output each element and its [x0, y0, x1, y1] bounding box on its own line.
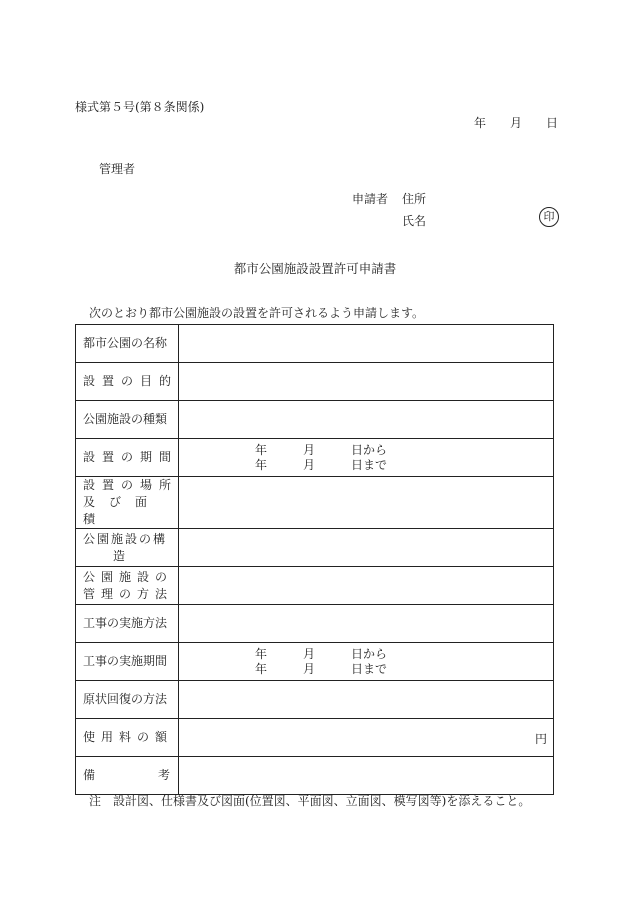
date-day: 日 — [546, 116, 559, 130]
management-field[interactable] — [179, 567, 554, 605]
work-period-month: 月 — [303, 662, 316, 676]
application-table — [75, 324, 554, 795]
table-row — [76, 439, 554, 477]
management-line-2: 管理の方法 — [83, 586, 174, 601]
date-line — [474, 114, 558, 131]
work-period-year: 年 — [255, 647, 268, 661]
table-row — [76, 605, 554, 643]
address-label: 住所 — [402, 192, 427, 206]
period-to-line — [255, 458, 387, 473]
footnote: 注 設計図、仕様書及び図面(位置図、平面図、立面図、模写図等)を添えること。 — [89, 794, 531, 808]
label-period — [76, 439, 179, 477]
date-month: 月 — [510, 116, 523, 130]
table-row — [76, 529, 554, 567]
label-management — [76, 567, 179, 605]
table-row — [76, 401, 554, 439]
recipient-manager: 管理者 — [99, 162, 136, 176]
work-period-year: 年 — [255, 662, 268, 676]
period-text: 設置の期間 — [83, 450, 179, 464]
work-period-to: 日まで — [351, 662, 388, 676]
label-work-period: 工事の実施期間 — [76, 643, 179, 681]
fee-text: 使用料の額 — [83, 730, 174, 744]
period-field[interactable] — [179, 439, 554, 477]
location-line-1: 設置の場所 — [83, 478, 179, 492]
table-row — [76, 643, 554, 681]
label-structure — [76, 529, 179, 567]
applicant-label: 申請者 — [352, 192, 389, 206]
period-to: 日まで — [351, 458, 388, 472]
label-remarks — [76, 757, 179, 795]
table-row — [76, 477, 554, 529]
label-work-method: 工事の実施方法 — [76, 605, 179, 643]
label-purpose — [76, 363, 179, 401]
label-facility-type: 公園施設の種類 — [76, 401, 179, 439]
period-year: 年 — [255, 443, 268, 457]
structure-line-2: 造 — [113, 548, 126, 563]
structure-field[interactable] — [179, 529, 554, 567]
work-period-from: 日から — [351, 647, 388, 661]
purpose-text: 設置の目的 — [83, 374, 179, 388]
table-row — [76, 719, 554, 757]
work-period-from-line — [255, 647, 387, 662]
remarks-field[interactable] — [179, 757, 554, 795]
period-from-line — [255, 443, 387, 458]
work-period-to-line — [255, 662, 387, 677]
period-month: 月 — [303, 443, 316, 457]
document-title: 都市公園施設設置許可申請書 — [233, 261, 397, 276]
purpose-field[interactable] — [179, 363, 554, 401]
date-year: 年 — [474, 116, 487, 130]
period-from: 日から — [351, 443, 388, 457]
work-period-field[interactable] — [179, 643, 554, 681]
name-label: 氏名 — [402, 214, 427, 228]
restoration-field[interactable] — [179, 681, 554, 719]
period-month: 月 — [303, 458, 316, 472]
management-line-1: 公園施設の — [83, 569, 174, 584]
label-park-name: 都市公園の名称 — [76, 325, 179, 363]
table-row — [76, 325, 554, 363]
intro-text: 次のとおり都市公園施設の設置を許可されるよう申請します。 — [89, 306, 425, 320]
seal-mark: 印 — [539, 207, 559, 227]
work-period-month: 月 — [303, 647, 316, 661]
label-fee — [76, 719, 179, 757]
location-line-2: 及び面積 — [83, 495, 162, 526]
remarks-label — [83, 767, 178, 784]
fee-unit: 円 — [534, 732, 547, 746]
remarks-char-2: 考 — [157, 768, 170, 782]
label-location — [76, 477, 179, 529]
structure-line-1: 公園施設の構 — [83, 531, 168, 546]
table-row — [76, 363, 554, 401]
work-method-field[interactable] — [179, 605, 554, 643]
location-field[interactable] — [179, 477, 554, 529]
table-row — [76, 567, 554, 605]
period-year: 年 — [255, 458, 268, 472]
table-row — [76, 681, 554, 719]
fee-field[interactable] — [179, 719, 554, 757]
table-row — [76, 757, 554, 795]
label-restoration: 原状回復の方法 — [76, 681, 179, 719]
facility-type-field[interactable] — [179, 401, 554, 439]
remarks-char-1: 備 — [83, 768, 96, 782]
form-number: 様式第５号(第８条関係) — [75, 100, 205, 114]
park-name-field[interactable] — [179, 325, 554, 363]
